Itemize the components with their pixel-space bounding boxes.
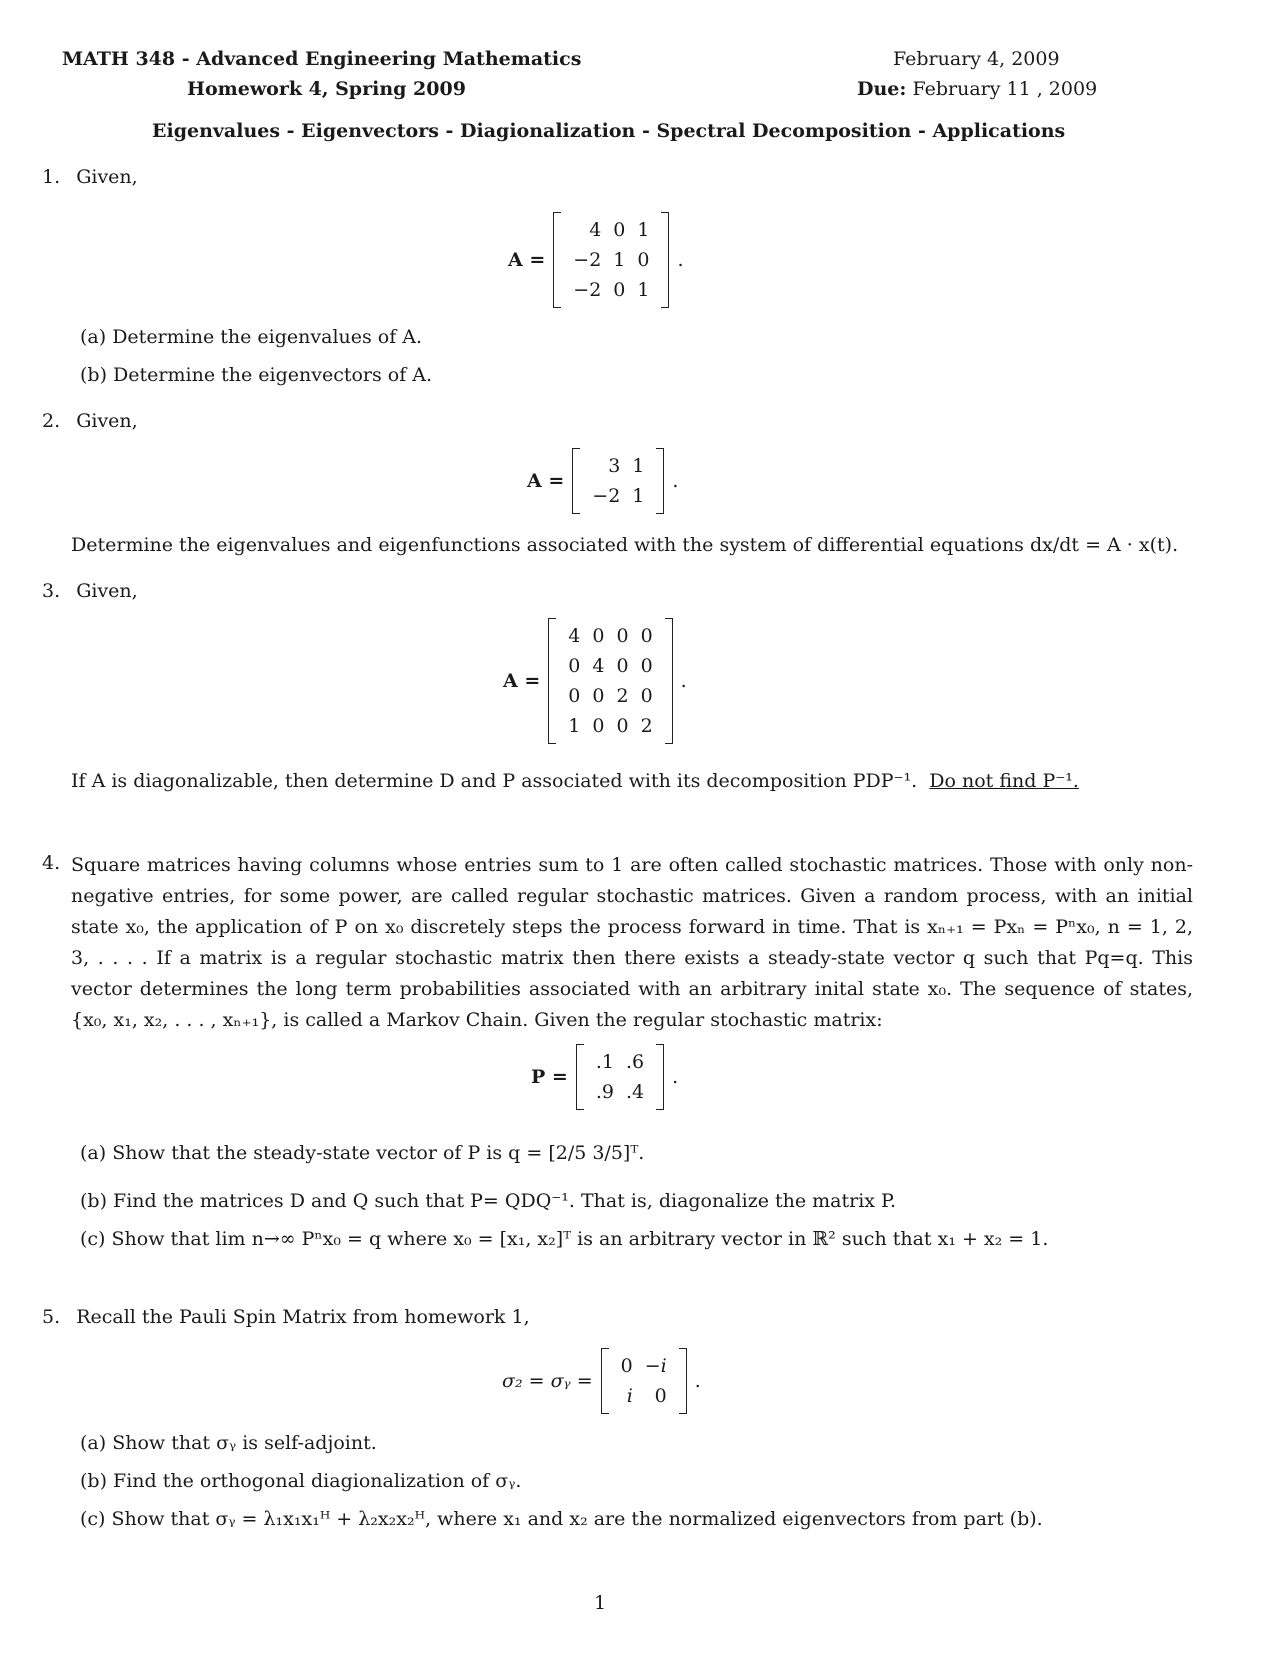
problem-1-given: Given,	[76, 166, 138, 188]
matrix-entry: 1	[632, 485, 645, 507]
part-text: Show that the steady-state vector of P is q = [2/5 3/5]ᵀ.	[112, 1142, 645, 1164]
page-number: 1	[594, 1592, 607, 1614]
problem-3-matrix: A = 4 0 0 0 0 4 0 0 0 0 2 0 1 0 0 2 .	[503, 618, 687, 744]
right-bracket	[679, 1348, 687, 1414]
matrix-entries	[609, 1351, 679, 1411]
topics-line: Eigenvalues - Eigenvectors - Diagionalization - Spectral Decomposition - Applications	[152, 120, 1066, 142]
problem-1-number: 1.	[42, 166, 61, 188]
problem-5-given: Recall the Pauli Spin Matrix from homework 1,	[76, 1306, 530, 1328]
matrix-entry: 2	[616, 685, 629, 707]
matrix-lhs: σ₂ = σᵧ =	[502, 1370, 593, 1392]
problem-4-matrix: P = .1 .6 .9 .4 .	[531, 1044, 678, 1110]
matrix-entry: 0	[637, 249, 650, 271]
issue-date: February 4, 2009	[893, 48, 1060, 70]
problem-5a	[80, 1432, 377, 1454]
matrix-entry: 4	[589, 219, 602, 241]
matrix-entry: 0	[640, 655, 653, 677]
part-label: (b)	[80, 1470, 107, 1492]
matrix-entry: 1	[637, 279, 650, 301]
matrix-lhs: A =	[503, 670, 541, 692]
matrix-entry: 0	[568, 685, 581, 707]
matrix-entry: 0	[592, 685, 605, 707]
problem-1-intro	[42, 166, 138, 188]
matrix-entry: i	[626, 1385, 633, 1407]
part-label: (c)	[80, 1508, 106, 1530]
matrix-entry: 1	[568, 715, 581, 737]
left-bracket	[601, 1348, 609, 1414]
problem-1b	[80, 364, 432, 386]
matrix-lhs: A =	[527, 470, 565, 492]
problem-2-number: 2.	[42, 410, 61, 432]
matrix-entry: 0	[568, 655, 581, 677]
matrix-entry: 2	[640, 715, 653, 737]
matrix-entries	[580, 451, 656, 511]
problem-2-given: Given,	[76, 410, 138, 432]
matrix-entry: .9	[595, 1081, 614, 1103]
part-text: Find the orthogonal diagionalization of σᵧ.	[113, 1470, 522, 1492]
due-line	[857, 78, 1097, 100]
problem-5-number: 5.	[42, 1306, 61, 1328]
matrix-entry: 0	[616, 655, 629, 677]
matrix-entry: 0	[640, 685, 653, 707]
part-text: Show that σᵧ is self-adjoint.	[112, 1432, 377, 1454]
matrix-entry: 3	[608, 455, 621, 477]
left-bracket	[576, 1044, 584, 1110]
matrix-entry: 1	[637, 219, 650, 241]
problem-4c	[80, 1228, 1048, 1250]
matrix-entry: 0	[592, 715, 605, 737]
matrix-entry: −i	[644, 1355, 667, 1377]
matrix-entry: 0	[654, 1385, 667, 1407]
due-label: Due:	[857, 78, 907, 100]
problem-2-text: Determine the eigenvalues and eigenfunctions associated with the system of differential equations dx/dt = A · x(t).	[71, 534, 1179, 556]
part-text: Determine the eigenvectors of A.	[113, 364, 433, 386]
matrix-lhs: P =	[531, 1066, 568, 1088]
matrix-entry: 0	[616, 715, 629, 737]
right-bracket	[656, 448, 664, 514]
problem-2-intro	[42, 410, 138, 432]
matrix-entries	[561, 215, 661, 305]
matrix-lhs: A =	[508, 249, 546, 271]
matrix-entry: 0	[613, 279, 626, 301]
problem-3-note: Do not find P⁻¹.	[929, 770, 1079, 792]
part-label: (a)	[80, 326, 107, 348]
matrix-entry: 0	[620, 1355, 633, 1377]
part-label: (b)	[80, 1190, 107, 1212]
problem-5b	[80, 1470, 521, 1492]
problem-5-matrix: σ₂ = σᵧ = 0 −i i 0 .	[502, 1348, 701, 1414]
homework-title: Homework 4, Spring 2009	[187, 78, 466, 100]
problem-3-text-line	[71, 770, 1079, 792]
left-bracket	[572, 448, 580, 514]
problem-1-matrix: A = 4 0 1 −2 1 0 −2 0 1 .	[508, 212, 684, 308]
problem-1a	[80, 326, 422, 348]
problem-4b	[80, 1190, 896, 1212]
matrix-entry: 0	[613, 219, 626, 241]
matrix-entry: 0	[616, 625, 629, 647]
problem-3-given: Given,	[76, 580, 138, 602]
matrix-entries	[584, 1047, 656, 1107]
problem-3-intro	[42, 580, 138, 602]
course-title: MATH 348 - Advanced Engineering Mathematics	[62, 48, 582, 70]
matrix-entry: 4	[592, 655, 605, 677]
due-date: February 11 , 2009	[912, 78, 1098, 100]
matrix-entry: −2	[573, 249, 602, 271]
problem-4a	[80, 1142, 644, 1164]
matrix-entry: .6	[625, 1051, 645, 1073]
left-bracket	[548, 618, 556, 744]
part-label: (a)	[80, 1142, 107, 1164]
right-bracket	[656, 1044, 664, 1110]
left-bracket	[553, 212, 561, 308]
part-text: Find the matrices D and Q such that P= QDQ⁻¹. That is, diagonalize the matrix P.	[113, 1190, 897, 1212]
problem-4-number: 4.	[42, 852, 61, 874]
matrix-entry: 0	[592, 625, 605, 647]
part-label: (a)	[80, 1432, 107, 1454]
problem-5c	[80, 1508, 1043, 1530]
right-bracket	[665, 618, 673, 744]
matrix-entries	[556, 621, 664, 741]
part-label: (b)	[80, 364, 107, 386]
problem-2-matrix: A = 3 1 −2 1 .	[527, 448, 678, 514]
problem-4-text: Square matrices having columns whose entries sum to 1 are often called stochastic matrices. Those with only non-negative entries, for some power, are called regular stochastic matrices. Given a random process, with an initial state x₀, the application of P on x₀ discretely steps the process forward in time. That is xₙ₊₁ = Pxₙ = Pⁿx₀, n = 1, 2, 3, . . . . If a matrix is a regular stochastic matrix then there exists a steady-state vector q such that Pq=q. This vector determines the long term probabilities associated with an arbitrary inital state x₀. The sequence of states, {x₀, x₁, x₂, . . . , xₙ₊₁}, is called a Markov Chain. Given the regular stochastic matrix:	[71, 854, 1193, 1031]
matrix-entry: 1	[613, 249, 626, 271]
problem-3-number: 3.	[42, 580, 61, 602]
part-text: Show that σᵧ = λ₁x₁x₁ᴴ + λ₂x₂x₂ᴴ, where x₁ and x₂ are the normalized eigenvectors from part (b).	[111, 1508, 1043, 1530]
matrix-entry: .1	[595, 1051, 614, 1073]
problem-3-text: If A is diagonalizable, then determine D and P associated with its decomposition PDP⁻¹.	[71, 770, 918, 792]
part-text: Determine the eigenvalues of A.	[112, 326, 423, 348]
matrix-entry: .4	[625, 1081, 645, 1103]
matrix-entry: 0	[640, 625, 653, 647]
part-text: Show that lim n→∞ Pⁿx₀ = q where x₀ = [x₁, x₂]ᵀ is an arbitrary vector in ℝ² such that x₁ + x₂ = 1.	[111, 1228, 1049, 1250]
matrix-entry: −2	[592, 485, 621, 507]
part-label: (c)	[80, 1228, 106, 1250]
matrix-entry: −2	[573, 279, 602, 301]
matrix-entry: 4	[568, 625, 581, 647]
right-bracket	[661, 212, 669, 308]
problem-5-intro	[42, 1306, 530, 1328]
matrix-entry: 1	[632, 455, 645, 477]
